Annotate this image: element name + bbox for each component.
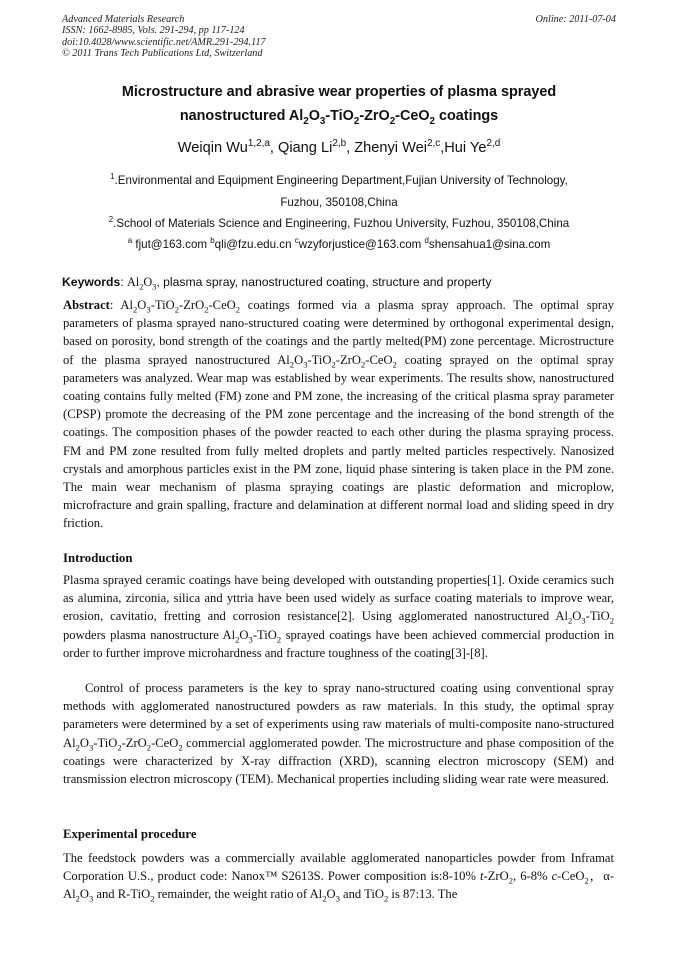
exp-text: is 87:13. The xyxy=(388,887,458,902)
header-left xyxy=(62,14,266,60)
aff-text: .School of Materials Science and Engineering, Fuzhou University, Fuzhou, 350108,China xyxy=(113,217,570,230)
intro-sub: 2 xyxy=(235,634,240,645)
title-text: -CeO xyxy=(395,108,430,124)
journal-name: Advanced Materials Research xyxy=(62,14,185,25)
exp-sub: 2 xyxy=(322,893,327,904)
abstract-label: Abstract xyxy=(63,298,110,312)
kw-text: : xyxy=(120,275,128,289)
intro-text: -TiO xyxy=(93,735,118,750)
introduction-paragraph-2 xyxy=(63,679,614,788)
intro-text: commercial agglomerated powder. The microstructure and phase composition of the coatings were characterized by X-ray diffraction (XRD), scanning electron microscopy (SEM) and transmission electron microscopy (TEM). Mechanical properties including sliding wear rate were measured. xyxy=(63,735,614,787)
exp-text: -ZrO xyxy=(483,869,509,884)
intro-text: O xyxy=(239,627,249,642)
intro-sub: 2 xyxy=(146,742,152,753)
exp-sub: 3 xyxy=(88,893,94,904)
abs-text: coatings formed via a plasma spray approach. The optimal spray parameters of plasma sprayed nano-structured coating were determined by orthogonal experimental design, based on porosity, bond strength of the coatings and the partly melted(PM) zone percentage. Microstructure of the plasma sprayed nanostructured Al xyxy=(63,298,615,367)
title-sub: 2 xyxy=(389,115,396,127)
paper-title xyxy=(40,80,638,128)
exp-text: , 6-8% xyxy=(512,869,552,884)
kw-text: O xyxy=(143,275,153,289)
intro-sub: 2 xyxy=(568,615,573,626)
author-sup: 1,2,a xyxy=(247,138,270,150)
abs-text: -ZrO xyxy=(179,298,205,312)
author-name: Qiang Li xyxy=(277,140,333,156)
abs-sub: 2 xyxy=(204,304,209,315)
exp-text: -Al xyxy=(63,869,614,902)
intro-sub: 2 xyxy=(609,615,614,626)
intro-text: powders plasma nanostructure Al xyxy=(63,627,236,642)
title-line-1: Microstructure and abrasive wear properties of plasma sprayed xyxy=(121,84,557,100)
aff-num: 2 xyxy=(108,215,114,225)
copyright: © 2011 Trans Tech Publications Ltd, Switzerland xyxy=(62,48,263,60)
exp-text: ， xyxy=(588,869,604,884)
email: wzyforjustice@163.com xyxy=(298,238,425,251)
title-text: -TiO xyxy=(325,108,354,124)
intro-text: -ZrO xyxy=(121,735,147,750)
intro-text: Plasma sprayed ceramic coatings have being developed with outstanding properties[1]. Oxide ceramics such as alumina, zirconia, silica and yttria have been used widely as surface coating materials to improve wear, erosion, cavitatio, fretting and corrosion resistance[2]. Using agglomerated nanostructured Al xyxy=(63,573,614,624)
email-sup: a xyxy=(127,236,133,246)
abstract xyxy=(63,296,614,533)
abs-text: -TiO xyxy=(307,352,332,367)
abs-text: -TiO xyxy=(150,298,175,312)
abs-text: -CeO xyxy=(208,298,236,312)
intro-sub: 3 xyxy=(88,742,94,753)
email-sup: d xyxy=(424,236,429,246)
intro-sub: 2 xyxy=(75,742,80,753)
intro-sub: 2 xyxy=(178,742,183,753)
exp-text: O xyxy=(79,887,89,902)
title-text: coatings xyxy=(435,108,499,124)
author-name: Hui Ye xyxy=(444,140,487,156)
exp-text: α xyxy=(603,869,610,884)
exp-sub: 2 xyxy=(75,893,80,904)
kw-sub: 2 xyxy=(139,282,144,292)
title-sub: 2 xyxy=(303,115,309,127)
kw-text: Al xyxy=(127,275,140,289)
abs-sub: 3 xyxy=(303,359,308,370)
abs-sub: 2 xyxy=(235,304,241,315)
email: fjut@163.com xyxy=(132,238,211,251)
exp-sub: 2 xyxy=(150,893,155,904)
intro-text: -CeO xyxy=(151,735,179,750)
intro-sub: 3 xyxy=(581,615,586,626)
email: shensahua1@sina.com xyxy=(428,238,551,251)
exp-sub: 3 xyxy=(335,893,340,904)
intro-text: -TiO xyxy=(585,609,610,624)
intro-text: -TiO xyxy=(252,627,277,642)
affiliation-1 xyxy=(40,174,638,188)
aff-num: 1 xyxy=(110,172,115,182)
doi: doi:10.4028/www.scientific.net/AMR.291-294.117 xyxy=(62,36,266,48)
email-sup: b xyxy=(210,236,215,246)
exp-sub: 2 xyxy=(383,893,389,904)
intro-text: Control of process parameters is the key to spray nano-structured coating using conventional spray methods with agglomerated nanostructured powders as raw materials. In this study, the optimal spray parameters were determined by a set of experiments using raw materials of multi-composite nano-structured Al xyxy=(63,681,614,750)
abs-sub: 2 xyxy=(360,359,366,370)
intro-text: O xyxy=(572,609,582,624)
exp-text: -CeO xyxy=(557,869,585,884)
abs-text: coating sprayed on the optimal spray parameters was analyzed. Wear map was established by wear experiments. The results show, nanostructured coating contains fully melted (FM) zone and PM zone, the increasing of the critical plasma spray parameter (CPSP) promote the decreasing of the PM zone percentage and the increasing of the bond strength of the coatings. The composition phases of the powder reacted to each other during the plasma spraying process. FM and PM zone resulted from fully melted droplets and partly melted particles respectively. Nanosized crystals and amorphous particles exist in the PM zone, liquid phase sintering is taken place in the PM zone. The main wear mechanism of plasma spraying coatings are plastic deformation and microplow, microfracture and grain spalling, fracture and delamination at different normal load and sliding speed in dry friction. xyxy=(63,352,614,531)
abs-text: -CeO xyxy=(365,352,393,367)
abs-sub: 3 xyxy=(146,304,151,315)
intro-sub: 2 xyxy=(117,742,122,753)
affiliation-1-line-2: Fuzhou, 350108,China xyxy=(280,196,398,209)
introduction-heading: Introduction xyxy=(63,551,133,565)
author-list: Weiqin Wu$^{1,2,a}$, Qiang Li$^{2,b}$, Zhenyi Wei$^{2,c}$,Hui Ye$^{2,d}$ xyxy=(177,138,501,156)
exp-text: The feedstock powders was a commercially available agglomerated nanoparticles powder from Inframat Corporation U.S., product code: Nanox™ S2613S. Power composition is:8-10% xyxy=(63,851,614,884)
exp-text: and TiO xyxy=(339,887,384,902)
author-sup: 2,b xyxy=(332,138,347,150)
email-sup: c xyxy=(294,236,299,246)
author-sup: 2,c xyxy=(426,138,441,150)
title-sub: 2 xyxy=(353,115,360,127)
exp-italic: t xyxy=(480,869,484,884)
intro-sub: 3 xyxy=(248,634,253,645)
keywords-label: Keywords xyxy=(62,275,121,289)
experimental-paragraph-1 xyxy=(63,849,614,904)
aff-text: .Environmental and Equipment Engineering Department,Fujian University of Technology, xyxy=(114,174,568,187)
author-name: Weiqin Wu xyxy=(177,140,248,156)
exp-sub: 2 xyxy=(584,875,589,886)
author-name: Zhenyi Wei xyxy=(354,140,427,156)
abs-sub: 2 xyxy=(392,359,397,370)
affiliation-2 xyxy=(40,217,638,231)
experimental-heading: Experimental procedure xyxy=(63,827,197,841)
title-sub: 2 xyxy=(429,115,435,127)
intro-text: O xyxy=(79,735,89,750)
abs-sub: 2 xyxy=(331,359,336,370)
abs-sub: 2 xyxy=(174,304,180,315)
kw-sub: 3 xyxy=(152,282,157,292)
abs-text: O xyxy=(294,352,304,367)
exp-text: and R-TiO xyxy=(93,887,151,902)
abs-text: -ZrO xyxy=(335,352,361,367)
introduction-paragraph-1 xyxy=(63,571,614,662)
author-emails xyxy=(40,238,638,252)
kw-text: , plasma spray, nanostructured coating, structure and property xyxy=(156,275,492,289)
abs-text: : Al xyxy=(109,298,134,312)
exp-italic: c xyxy=(551,869,558,884)
abs-sub: 2 xyxy=(289,359,295,370)
title-text: -ZrO xyxy=(359,108,390,124)
intro-text: sprayed coatings have been achieved commercial production in order to further improve microhardness and fracture toughness of the coating[3]-[8]. xyxy=(63,627,614,660)
author-sup: 2,d xyxy=(486,138,501,150)
title-sub: 3 xyxy=(319,115,326,127)
online-date: Online: 2011-07-04 xyxy=(535,14,616,25)
keywords xyxy=(62,275,616,290)
abs-text: O xyxy=(137,298,147,312)
email: qli@fzu.edu.cn xyxy=(214,238,295,251)
exp-text: remainder, the weight ratio of Al xyxy=(154,887,323,902)
title-text: O xyxy=(308,108,320,124)
issn: ISSN: 1662-8985, Vols. 291-294, pp 117-124 xyxy=(62,25,245,37)
exp-text: O xyxy=(326,887,336,902)
abs-sub: 2 xyxy=(133,304,138,315)
intro-sub: 2 xyxy=(276,634,282,645)
exp-sub: 2 xyxy=(508,875,513,886)
title-line-2 xyxy=(40,104,638,128)
title-text: nanostructured Al xyxy=(179,108,304,124)
